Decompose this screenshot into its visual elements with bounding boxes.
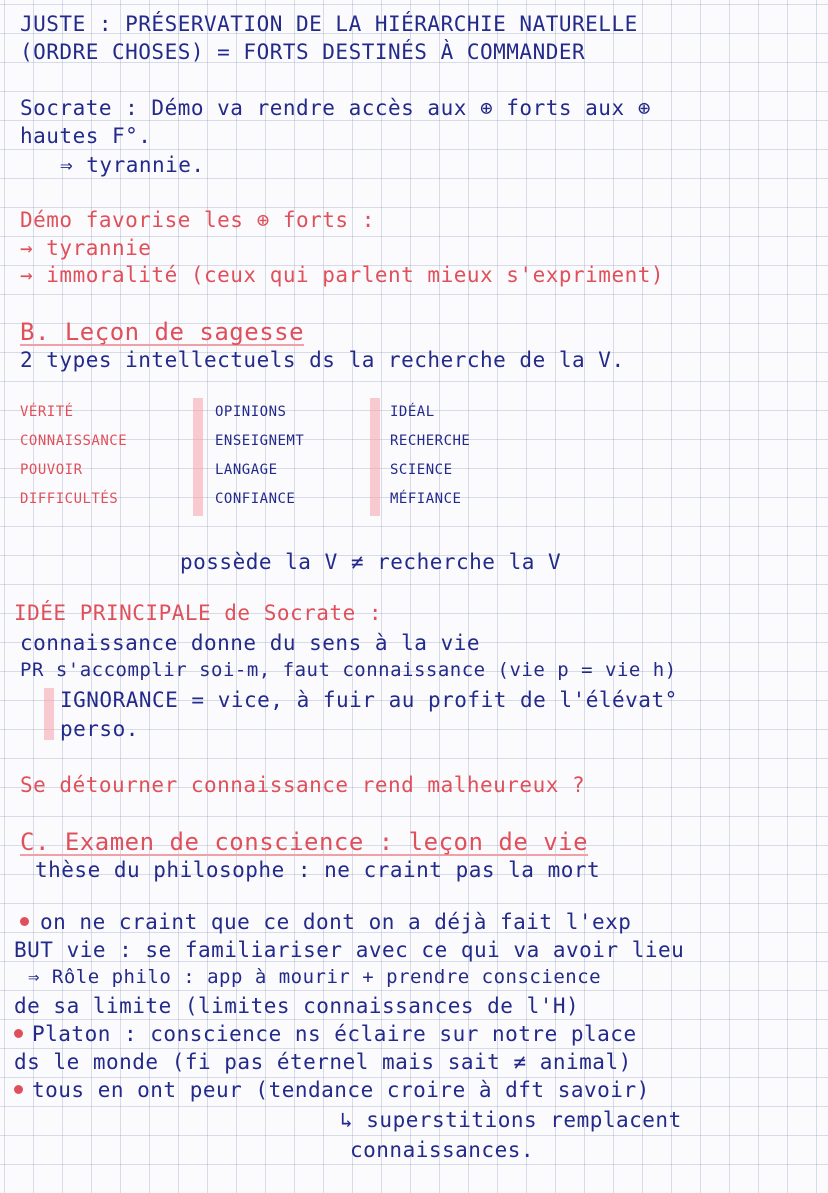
- note-line: Se détourner connaissance rend malheureux ?: [20, 773, 586, 797]
- note-line: Platon : conscience ns éclaire sur notre place: [32, 1022, 637, 1046]
- note-line: thèse du philosophe : ne craint pas la mort: [35, 858, 601, 882]
- note-line: de sa limite (limites connaissances de l'H): [14, 994, 580, 1018]
- note-line: IGNORANCE = vice, à fuir au profit de l'élévat°: [60, 688, 678, 712]
- note-line: on ne craint que ce dont on a déjà fait l'exp: [40, 910, 632, 934]
- note-line: ds le monde (fi pas éternel mais sait ≠ animal): [14, 1050, 632, 1074]
- section-heading: C. Examen de conscience : leçon de vie: [20, 828, 589, 856]
- note-line: connaissance donne du sens à la vie: [20, 631, 481, 655]
- table-divider: [370, 398, 380, 516]
- table-cell: OPINIONS: [215, 404, 287, 420]
- emphasis-bar: [44, 688, 54, 740]
- note-line: Démo favorise les ⊕ forts :: [20, 208, 375, 232]
- section-heading: IDÉE PRINCIPALE de Socrate :: [14, 601, 383, 625]
- note-line: hautes F°.: [20, 124, 152, 148]
- note-line: BUT vie : se familiariser avec ce qui va avoir lieu: [14, 938, 685, 962]
- table-cell: DIFFICULTÉS: [20, 491, 119, 507]
- note-line: (ORDRE CHOSES) = FORTS DESTINÉS À COMMANDER: [20, 40, 586, 64]
- note-line: → immoralité (ceux qui parlent mieux s'expriment): [20, 263, 665, 287]
- table-divider: [193, 398, 203, 516]
- note-line: tous en ont peur (tendance croire à dft savoir): [32, 1078, 650, 1102]
- table-cell: CONNAISSANCE: [20, 433, 128, 449]
- table-column-right: [390, 398, 470, 514]
- table-cell: ENSEIGNEMT: [215, 433, 305, 449]
- note-line: PR s'accomplir soi-m, faut connaissance (vie p = vie h): [20, 659, 677, 681]
- table-column-middle: [215, 398, 304, 514]
- note-line: ↳ superstitions remplacent: [340, 1108, 682, 1132]
- note-line: → tyrannie: [20, 236, 152, 260]
- note-line: connaissances.: [350, 1138, 535, 1162]
- table-cell: SCIENCE: [390, 462, 453, 478]
- table-cell: LANGAGE: [215, 462, 278, 478]
- note-line: JUSTE : PRÉSERVATION DE LA HIÉRARCHIE NATURELLE: [20, 12, 638, 36]
- table-cell: CONFIANCE: [215, 491, 296, 507]
- table-cell: RECHERCHE: [390, 433, 471, 449]
- note-line: Socrate : Démo va rendre accès aux ⊕ forts aux ⊕: [20, 96, 651, 120]
- table-cell: POUVOIR: [20, 462, 83, 478]
- note-line: 2 types intellectuels ds la recherche de la V.: [20, 348, 625, 372]
- note-line: possède la V ≠ recherche la V: [180, 550, 562, 574]
- bullet-dot: [14, 1085, 23, 1094]
- note-line: perso.: [60, 717, 139, 741]
- table-column-left: [20, 398, 127, 514]
- table-cell: MÉFIANCE: [390, 491, 462, 507]
- bullet-dot: [14, 1029, 23, 1038]
- note-line: ⇒ tyrannie.: [60, 153, 205, 177]
- bullet-dot: [20, 917, 29, 926]
- section-heading: B. Leçon de sagesse: [20, 318, 305, 346]
- table-cell: IDÉAL: [390, 404, 435, 420]
- table-cell: VÉRITÉ: [20, 404, 74, 420]
- note-line: ⇒ Rôle philo : app à mourir + prendre conscience: [28, 966, 602, 988]
